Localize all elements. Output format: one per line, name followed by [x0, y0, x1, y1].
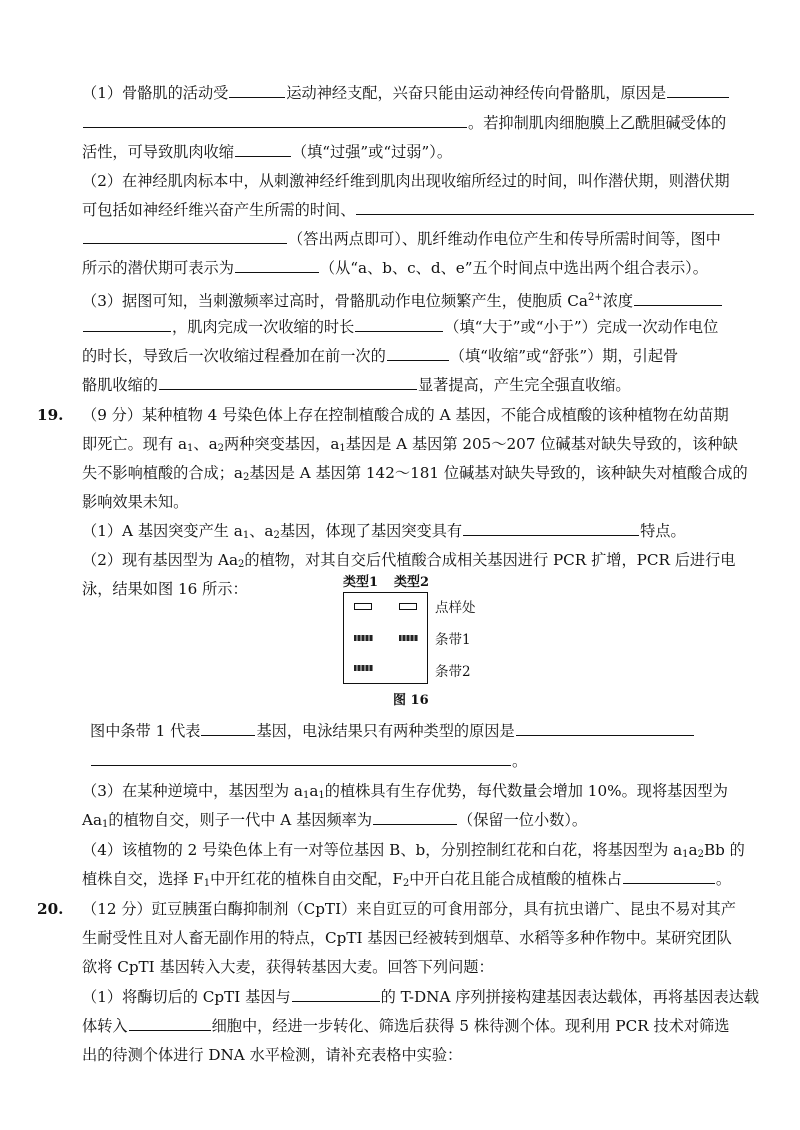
- q19-sub3-line2: $Aa_1$的植物自交，则子一代中 A 基因频率为 （保留一位小数）。: [82, 811, 588, 830]
- fig16-type2-label: 类型2: [394, 575, 430, 590]
- blank[interactable]: [356, 199, 754, 215]
- blank[interactable]: [355, 316, 443, 332]
- blank[interactable]: [516, 720, 694, 736]
- q18-sub1-line1: （1）骨骼肌的活动受 运动神经支配，兴奋只能由运动神经传向骨骼肌，原因是: [82, 82, 756, 104]
- blank[interactable]: [373, 809, 457, 825]
- fig16-well-lane1: [354, 603, 372, 610]
- blank[interactable]: [129, 1015, 211, 1031]
- fig16-well-label: 点样处: [435, 600, 476, 616]
- q20-sub1-line2: 体转入 细胞中，经进一步转化、筛选后获得 5 株待测个体。现利用 PCR 技术对筛选: [82, 1017, 730, 1035]
- blank[interactable]: [623, 868, 715, 884]
- blank[interactable]: [229, 82, 285, 98]
- blank[interactable]: [83, 316, 171, 332]
- q19-sub3-line1: （3）在某种逆境中，基因型为 $a_1a_1$的植株具有生存优势，每代数量会增加 10%。现将基因型为: [82, 782, 728, 801]
- fig16-caption: 图 16: [393, 693, 429, 708]
- blank[interactable]: [83, 228, 287, 244]
- blank[interactable]: [463, 520, 639, 536]
- fig16-band1-label: 条带1: [435, 632, 471, 648]
- blank[interactable]: [83, 112, 467, 128]
- q18-sub2-line4: 所示的潜伏期可表示为 （从“a、b、c、d、e”五个时间点中选出两个组合表示）。: [82, 259, 708, 277]
- q18-sub2-line3: （答出两点即可）、肌纤维动作电位产生和传导所需时间等，图中: [82, 228, 756, 250]
- q18-sub1-line2: 。若抑制肌肉细胞膜上乙酰胆碱受体的: [82, 112, 756, 134]
- blank[interactable]: [634, 290, 722, 306]
- q19-intro-line1: （9 分）某种植物 4 号染色体上存在控制植酸合成的 A 基因，不能合成植酸的该种植物在幼苗期: [82, 406, 729, 424]
- blank[interactable]: [91, 750, 511, 766]
- q18-sub3-line3: 的时长，导致后一次收缩过程叠加在前一次的 （填“收缩”或“舒张”）期，引起骨: [82, 347, 679, 365]
- q18-sub1-line3: 活性，可导致肌肉收缩 （填“过强”或“过弱”）。: [82, 143, 453, 161]
- q19-number: 19.: [37, 406, 64, 424]
- fig16-band1-lane1: [354, 635, 373, 641]
- q20-number: 20.: [37, 900, 64, 918]
- q20-line1: （12 分）豇豆胰蛋白酶抑制剂（CpTI）来自豇豆的可食用部分，具有抗虫谱广、昆虫不易对其产: [82, 900, 736, 918]
- q20-sub1-line1: （1）将酶切后的 CpTI 基因与 的 T-DNA 序列拼接构建基因表达载体，再将基因表达载: [82, 988, 760, 1006]
- fig16-band2-lane1: [354, 665, 373, 671]
- fig16-well-lane2: [399, 603, 417, 610]
- q20-sub1-line3: 出的待测个体进行 DNA 水平检测，请补充表格中实验：: [82, 1046, 463, 1064]
- q18-sub2-line2: 可包括如神经纤维兴奋产生所需的时间、: [82, 199, 756, 221]
- blank[interactable]: [235, 141, 291, 157]
- q19-intro-line3: 失不影响植酸的合成；$a_2$基因是 A 基因第 142～181 位碱基对缺失导致的，该种缺失对植酸合成的: [82, 464, 748, 483]
- blank[interactable]: [159, 374, 417, 390]
- fig16-gel: [343, 592, 428, 684]
- q20-line3: 欲将 CpTI 基因转入大麦，获得转基因大麦。回答下列问题：: [82, 958, 494, 976]
- q19-intro-line2: 即死亡。现有 $a_1$、$a_2$两种突变基因，$a_1$基因是 A 基因第 205～207 位碱基对缺失导致的，该种缺: [82, 435, 738, 454]
- blank[interactable]: [292, 986, 380, 1002]
- q18-sub3-line2: ，肌肉完成一次收缩的时长 （填“大于”或“小于”）完成一次动作电位: [82, 316, 756, 338]
- q19-sub4-line1: （4）该植物的 2 号染色体上有一对等位基因 B、b，分别控制红花和白花，将基因型为 $a_1a_2Bb$ 的: [82, 841, 745, 860]
- blank[interactable]: [667, 82, 729, 98]
- blank[interactable]: [387, 345, 449, 361]
- fig16-band2-label: 条带2: [435, 664, 471, 680]
- q19-intro-line4: 影响效果未知。: [82, 493, 189, 511]
- q18-sub3-line1: （3）据图可知，当刺激频率过高时，骨骼肌动作电位频繁产生，使胞质 $Ca^{2+}$浓度: [82, 287, 756, 312]
- q19-sub2-line2: 泳，结果如图 16 所示：: [82, 580, 248, 598]
- q18-sub3-line4: 骼肌收缩的 显著提高，产生完全强直收缩。: [82, 376, 631, 394]
- q19-sub4-line2: 植株自交，选择 $F_1$中开红花的植株自由交配，$F_2$中开白花且能合成植酸的植株占 。: [82, 870, 732, 889]
- q19-sub2-line4: 。: [90, 750, 756, 772]
- blank[interactable]: [235, 257, 319, 273]
- fig16-type1-label: 类型1: [343, 575, 379, 590]
- q19-sub2-line1: （2）现有基因型为 $Aa_2$的植物，对其自交后代植酸合成相关基因进行 PCR 扩增，PCR 后进行电: [82, 551, 736, 570]
- q19-sub1: （1）A 基因突变产生 $a_1$、$a_2$基因，体现了基因突变具有 特点。: [82, 522, 686, 541]
- q19-sub2-line3: 图中条带 1 代表 基因，电泳结果只有两种类型的原因是: [90, 720, 756, 742]
- q20-line2: 生耐受性且对人畜无副作用的特点，CpTI 基因已经被转到烟草、水稻等多种作物中。某研究团队: [82, 929, 732, 947]
- blank[interactable]: [201, 720, 255, 736]
- fig16-band1-lane2: [399, 635, 418, 641]
- q18-sub2-line1: （2）在神经肌肉标本中，从刺激神经纤维到肌肉出现收缩所经过的时间，叫作潜伏期，则潜伏期: [82, 172, 730, 190]
